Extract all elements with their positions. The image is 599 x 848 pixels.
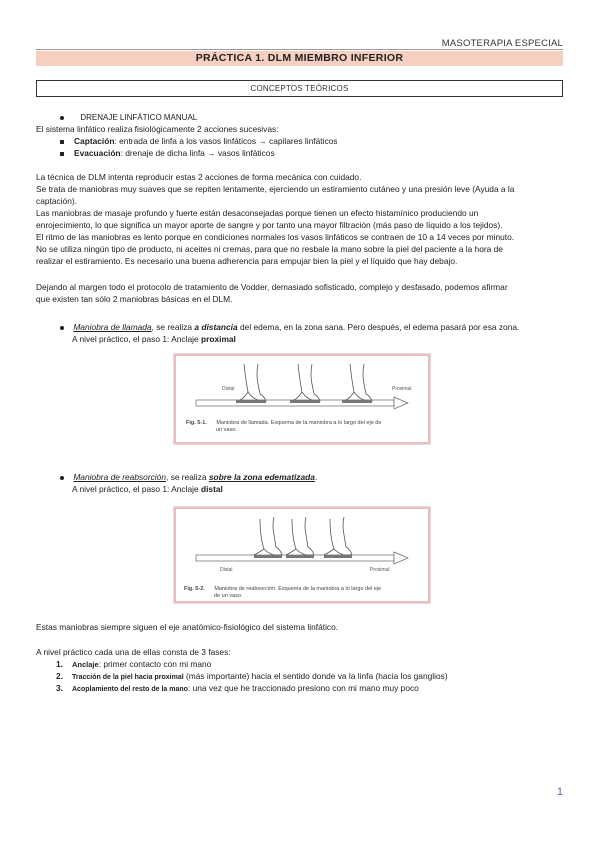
page-title: PRÁCTICA 1. DLM MIEMBRO INFERIOR — [195, 52, 404, 64]
figure-frame — [175, 355, 429, 443]
maneuver-1-step-emphasis: proximal — [200, 334, 236, 344]
phase-item — [56, 659, 211, 670]
phase-term: Acoplamiento del resto de la mano — [72, 686, 188, 693]
square-bullet-icon — [60, 152, 64, 156]
phase-term: Anclaje — [72, 660, 99, 669]
phase-text: : primer contacto con mi mano — [98, 659, 212, 669]
maneuver-2-step-emphasis: distal — [200, 484, 223, 494]
intro-line: El sistema linfático realiza fisiológicamente 2 acciones sucesivas: — [36, 124, 279, 134]
distal-label: Distal — [222, 386, 235, 392]
phase-number: 2. — [56, 671, 63, 681]
list-item — [60, 136, 337, 147]
phase-number: 1. — [56, 659, 63, 669]
finger-marks — [254, 555, 352, 558]
list-item-term: Evacuación — [74, 148, 121, 158]
bullet-icon — [60, 326, 64, 330]
maneuver-1-text: , se realiza — [151, 322, 195, 332]
phase-text: (más importante) hacia el sentido donde va la linfa (hacia los ganglios) — [183, 671, 448, 681]
maneuver-2-step-text: A nivel práctico, el paso 1: Anclaje — [72, 484, 201, 494]
maneuver-2-text: , se realiza — [165, 472, 209, 482]
figure-5-1 — [173, 353, 431, 445]
paragraph-line: La técnica de DLM intenta reproducir estas 2 acciones de forma mecánica con cuidado. — [36, 172, 362, 182]
paragraph-line: que existen tan sólo 2 maniobras básicas en el DLM. — [36, 294, 233, 304]
vessel-arrow-icon — [394, 552, 408, 564]
paragraph-line: No se utiliza ningún tipo de producto, ni aceites ni cremas, para que no resbale la mano sobre la piel del paciente a la hora de — [36, 244, 503, 254]
phase-item — [56, 683, 419, 695]
paragraph-line: enrojecimiento, lo que significa un mayor aporte de sangre y por tanto una mayor filtración (más paso de líquido a los tejidos). — [36, 220, 503, 230]
intro-bullet-text: DRENAJE LINFÁTICO MANUAL — [80, 113, 198, 122]
maneuver-2-step — [72, 484, 223, 495]
maneuver-1-step — [72, 334, 236, 345]
figure-5-1-illustration — [174, 354, 430, 444]
vessel-arrow-icon — [394, 397, 408, 409]
maneuver-2-emphasis: sobre la zona edematizada — [208, 472, 315, 482]
maneuver-1-step-text: A nivel práctico, el paso 1: Anclaje — [72, 334, 201, 344]
phase-term: Tracción de la piel hacia proximal — [72, 674, 184, 681]
figure-number: Fig. 5-2. — [184, 586, 205, 592]
intro-bullet — [60, 112, 197, 123]
maneuver-2-name: Maniobra de reabsorción — [73, 472, 166, 482]
closing-line: Estas maniobras siempre siguen el eje anatómico-fisiológico del sistema linfático. — [36, 622, 339, 632]
list-item-text: : entrada de linfa a los vasos linfáticos → capilares linfáticos — [114, 136, 338, 146]
figure-caption-line-2: de un vaso. — [214, 593, 243, 599]
maneuver-1-text-end: del edema, en la zona sana. Pero después, el edema pasará por esa zona. — [237, 322, 520, 332]
figure-caption-text: Maniobra de reabsorción. Esquema de la maniobra a lo largo del eje — [214, 586, 382, 592]
figure-caption-text: Maniobra de llamada. Esquema de la maniobra a lo largo del eje de — [216, 420, 382, 426]
paragraph-line: realizar el estiramiento. Es necesario una buena adherencia para empujar bien la piel y el líquido que hay debajo. — [36, 256, 458, 266]
page-number: 1 — [556, 786, 563, 798]
distal-label: Distal — [220, 567, 233, 573]
title-band — [36, 51, 563, 66]
paragraph-line: Dejando al margen todo el protocolo de tratamiento de Vodder, demasiado sofisticado, complejo y desfasado, podemos afirmar — [36, 282, 508, 292]
paragraph-line: captación). — [36, 196, 77, 206]
maneuver-2-text-end: . — [314, 472, 318, 482]
phase-number: 3. — [56, 683, 63, 693]
maneuver-1-name: Maniobra de llamada — [73, 322, 152, 332]
figure-5-2 — [173, 506, 431, 604]
bullet-icon — [60, 116, 64, 120]
figure-caption — [184, 586, 381, 593]
hands-illustration — [254, 517, 352, 555]
bullet-icon — [60, 476, 64, 480]
phase-text: : una vez que he traccionado presiono con mi mano muy poco — [187, 683, 419, 693]
maneuver-1-line — [60, 322, 519, 333]
figure-caption — [186, 420, 381, 427]
paragraph-line: El ritmo de las maniobras es lento porque en condiciones normales los vasos linfáticos se contraen de 10 a 14 veces por minuto. — [36, 232, 515, 242]
maneuver-2-line — [60, 472, 317, 483]
list-item-term: Captación — [74, 136, 115, 146]
section-heading-box — [36, 80, 563, 97]
maneuver-1-emphasis: a distancia — [194, 322, 238, 332]
paragraph-line: Las maniobras de masaje profundo y fuerte están desaconsejadas porque tienen un efecto histamínico produciendo un — [36, 208, 479, 218]
header-divider — [36, 49, 563, 50]
figure-caption-line-2: un vaso. — [216, 427, 237, 433]
list-item — [60, 148, 275, 159]
square-bullet-icon — [60, 140, 64, 144]
section-heading: CONCEPTOS TEÓRICOS — [250, 84, 349, 93]
paragraph-line: Se trata de maniobras muy suaves que se repiten lentamente, ejerciendo un estiramiento cutáneo y una presión leve (Ayuda a la — [36, 184, 515, 194]
subject-header: MASOTERAPIA ESPECIAL — [441, 38, 563, 49]
proximal-label: Proximal — [370, 567, 390, 573]
figure-number: Fig. 5-1. — [186, 420, 207, 426]
phases-intro: A nivel práctico cada una de ellas consta de 3 fases: — [36, 647, 231, 657]
proximal-label: Proximal — [392, 386, 412, 392]
phase-item — [56, 671, 448, 683]
finger-marks — [236, 400, 372, 403]
list-item-text: : drenaje de dicha linfa → vasos linfáticos — [120, 148, 275, 158]
hands-illustration — [236, 364, 372, 401]
